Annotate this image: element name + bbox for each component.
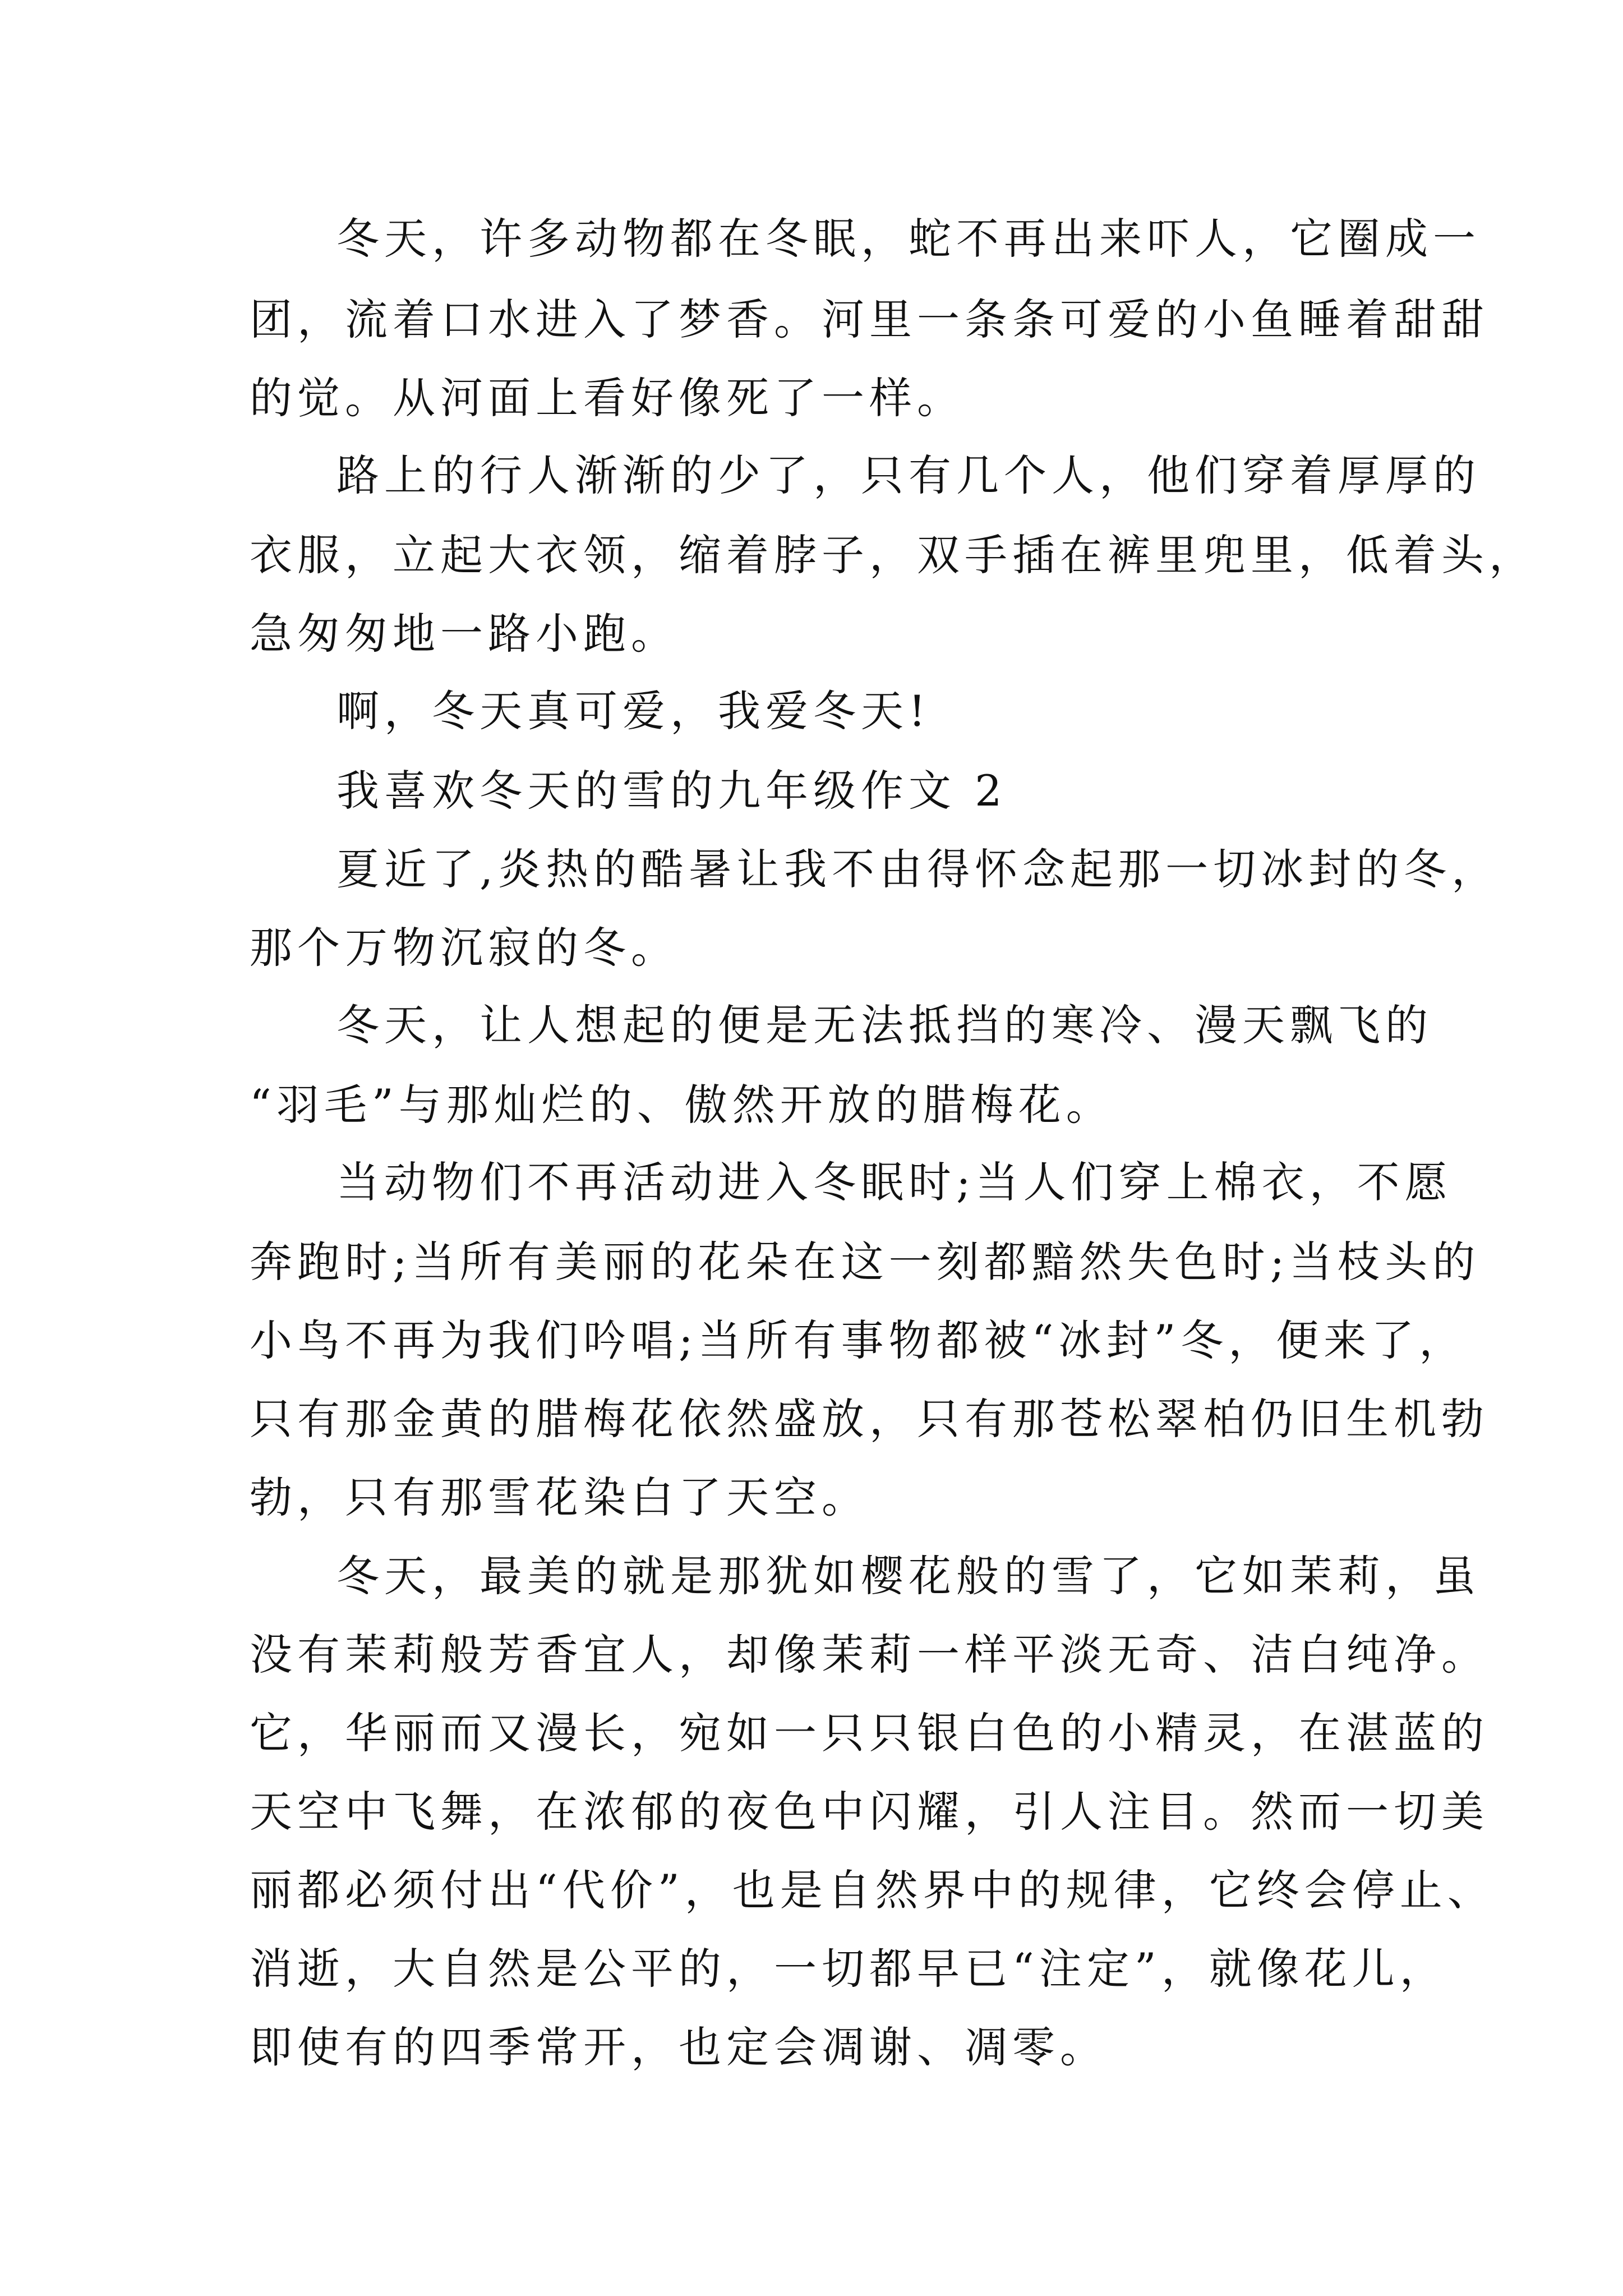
- text-line: 消逝，大自然是公平的，一切都早已“注定”，就像花儿，: [250, 1944, 1447, 1994]
- text-line: 奔跑时;当所有美丽的花朵在这一刻都黯然失色时;当枝头的: [250, 1237, 1481, 1287]
- text-line: 啊，冬天真可爱，我爱冬天!: [336, 686, 931, 736]
- text-line: 丽都必须付出“代价”，也是自然界中的规律，它终会停止、: [250, 1865, 1495, 1915]
- text-line: 团，流着口水进入了梦香。河里一条条可爱的小鱼睡着甜甜: [250, 295, 1489, 344]
- text-line: 它，华丽而又漫长，宛如一只只银白色的小精灵，在湛蓝的: [250, 1708, 1489, 1758]
- text-line: 路上的行人渐渐的少了，只有几个人，他们穿着厚厚的: [336, 450, 1481, 500]
- text-line: “羽毛”与那灿烂的、傲然开放的腊梅花。: [250, 1080, 1114, 1130]
- text-line: 夏近了,炎热的酷暑让我不由得怀念起那一切冰封的冬，: [336, 844, 1500, 894]
- text-line: 急匆匆地一路小跑。: [250, 609, 679, 659]
- text-line: 那个万物沉寂的冬。: [250, 923, 679, 973]
- text-line: 即使有的四季常开，也定会凋谢、凋零。: [250, 2022, 1108, 2072]
- text-line: 当动物们不再活动进入冬眠时;当人们穿上棉衣，不愿: [336, 1157, 1453, 1207]
- text-line: 冬天，让人想起的便是无法抵挡的寒冷、漫天飘飞的: [336, 1000, 1433, 1050]
- text-line: 衣服，立起大衣领，缩着脖子，双手插在裤里兜里，低着头，: [250, 530, 1537, 580]
- text-line: 冬天，最美的就是那犹如樱花般的雪了，它如茉莉，虽: [336, 1551, 1481, 1601]
- text-line: 没有茉莉般芳香宜人，却像茉莉一样平淡无奇、洁白纯净。: [250, 1630, 1489, 1680]
- text-line: 天空中飞舞，在浓郁的夜色中闪耀，引人注目。然而一切美: [250, 1787, 1489, 1837]
- text-line: 只有那金黄的腊梅花依然盛放，只有那苍松翠柏仍旧生机勃: [250, 1394, 1489, 1444]
- text-line: 勃，只有那雪花染白了天空。: [250, 1473, 869, 1522]
- section-heading: 我喜欢冬天的雪的九年级作文 2: [336, 766, 1007, 816]
- text-line: 小鸟不再为我们吟唱;当所有事物都被“冰封”冬，便来了，: [250, 1315, 1467, 1365]
- text-line: 冬天，许多动物都在冬眠，蛇不再出来吓人，它圈成一: [336, 214, 1481, 264]
- text-line: 的觉。从河面上看好像死了一样。: [250, 373, 965, 423]
